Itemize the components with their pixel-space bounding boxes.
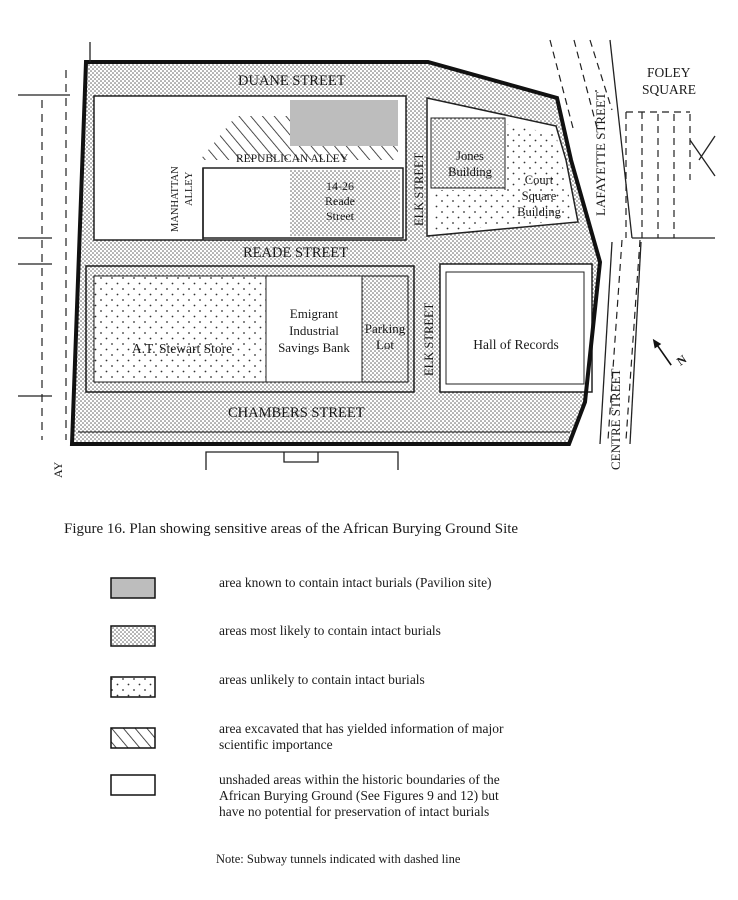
duane-street-label: DUANE STREET — [238, 73, 346, 89]
figure-caption: Figure 16. Plan showing sensitive areas of the African Burying Ground Site — [64, 521, 519, 537]
legend-swatch-gray — [110, 577, 156, 599]
reade-1426-label-line3: Street — [326, 209, 354, 223]
parking-lot-label-line2: Lot — [375, 337, 395, 352]
court-square-label-line3: Building — [517, 205, 561, 219]
hall-of-records-inner — [446, 272, 584, 384]
legend-swatch-dense-dots — [110, 625, 156, 647]
parking-lot-label-line1: Parking — [364, 321, 406, 336]
reade-street-label: READE STREET — [243, 245, 349, 261]
at-stewart-lot — [94, 276, 266, 382]
foley-square-label-line2: SQUARE — [642, 82, 697, 97]
at-stewart-label: A.T. Stewart Store — [131, 341, 233, 356]
elk-street-label-lower: ELK STREET — [422, 302, 436, 376]
legend-line: scientific importance — [219, 737, 333, 752]
legend-swatch-blank — [110, 774, 156, 796]
edge-fragment-label: AY — [51, 461, 65, 478]
legend-text-most-likely — [219, 623, 639, 639]
legend-text-unlikely — [219, 672, 639, 688]
court-square-label-line2: Square — [521, 189, 557, 203]
hall-of-records-label: Hall of Records — [473, 337, 559, 352]
manhattan-alley-label-line1: MANHATTAN — [170, 166, 181, 232]
legend-swatch-sparse-dots — [110, 676, 156, 698]
chambers-street-label: CHAMBERS STREET — [228, 405, 365, 421]
jones-building-label-line1: Jones — [456, 149, 484, 163]
subway-note: Note: Subway tunnels indicated with dashed line — [216, 852, 461, 866]
legend-swatch-hatch — [110, 727, 156, 749]
foley-square-label-line1: FOLEY — [647, 65, 691, 80]
emigrant-label-line2: Industrial — [289, 323, 339, 338]
legend-line: areas most likely to contain intact burials — [219, 623, 441, 638]
legend-text-unshaded — [219, 772, 639, 820]
pavilion-site — [290, 100, 398, 146]
manhattan-alley-label-line2: ALLEY — [184, 171, 195, 206]
reade-1426-label-line2: Reade — [325, 194, 355, 208]
centre-street-label: CENTRE STREET — [608, 368, 623, 470]
emigrant-label-line1: Emigrant — [289, 306, 339, 321]
republican-alley-label: REPUBLICAN ALLEY — [236, 153, 349, 165]
legend-line: areas unlikely to contain intact burials — [219, 672, 425, 687]
reade-1426-label-line1: 14-26 — [326, 179, 354, 193]
legend-line: area excavated that has yielded information of major — [219, 721, 504, 736]
emigrant-label-line3: Savings Bank — [278, 340, 350, 355]
legend-line: African Burying Ground (See Figures 9 and 12) but — [219, 788, 499, 803]
court-square-label-line1: Court — [524, 173, 554, 187]
legend-text-excavated — [219, 721, 639, 753]
legend-line: have no potential for preservation of intact burials — [219, 804, 490, 819]
jones-building-label-line2: Building — [448, 165, 492, 179]
lafayette-street-label: LAFAYETTE STREET — [593, 92, 608, 216]
north-arrow-label: N — [674, 352, 690, 369]
legend-line: unshaded areas within the historic boundaries of the — [219, 772, 500, 787]
legend-text-pavilion — [219, 575, 639, 591]
north-arrow-icon — [650, 330, 690, 375]
legend-line: area known to contain intact burials (Pavilion site) — [219, 575, 492, 590]
elk-street-label-upper: ELK STREET — [412, 152, 426, 226]
